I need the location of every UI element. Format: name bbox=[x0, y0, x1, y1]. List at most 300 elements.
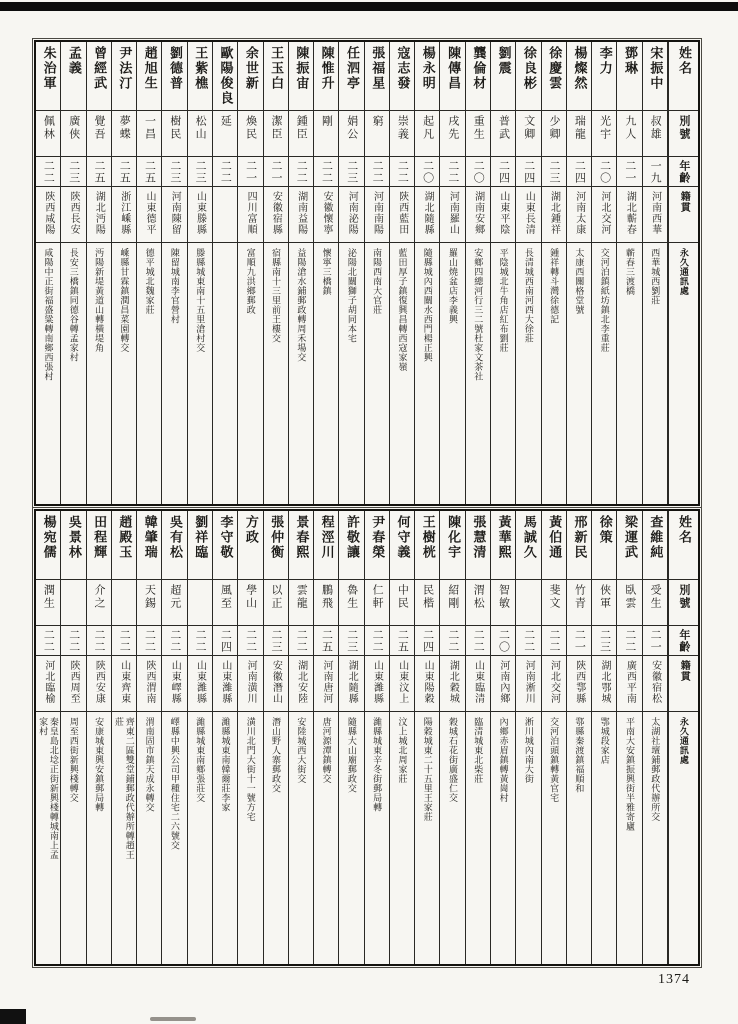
person-column bbox=[440, 42, 465, 504]
person-name bbox=[188, 511, 212, 579]
person-column bbox=[390, 42, 415, 504]
person-native-place bbox=[617, 655, 641, 711]
person-alias-text: 佩林 bbox=[42, 115, 55, 141]
person-name-text: 王紫樵 bbox=[193, 46, 209, 91]
person-native-place bbox=[36, 186, 60, 242]
person-address bbox=[491, 711, 515, 964]
person-name bbox=[264, 42, 288, 110]
header-alias-label: 別號 bbox=[677, 115, 690, 141]
person-alias-text: 覺吾 bbox=[92, 115, 105, 141]
person-age-text: 二一 bbox=[269, 160, 282, 184]
person-native-place-text: 陝西渭南 bbox=[143, 660, 155, 704]
person-name-text: 鄧琳 bbox=[623, 46, 639, 76]
person-native-place-text: 山東齊東 bbox=[118, 660, 130, 704]
person-name bbox=[36, 511, 60, 579]
person-address-text: 德平城北魏家莊 bbox=[144, 248, 155, 315]
person-native-place-text: 河北臨榆 bbox=[42, 660, 54, 704]
person-address bbox=[61, 242, 85, 504]
person-address bbox=[491, 242, 515, 504]
person-native-place-text: 山東臨清 bbox=[472, 660, 484, 704]
person-alias bbox=[491, 579, 515, 625]
person-native-place bbox=[542, 186, 566, 242]
person-native-place-text: 湖南安鄉 bbox=[472, 191, 484, 235]
person-column bbox=[339, 511, 364, 964]
person-native-place bbox=[365, 186, 389, 242]
person-age bbox=[314, 156, 338, 186]
person-name-text: 吳有松 bbox=[167, 515, 183, 560]
person-name-text: 劉德普 bbox=[167, 46, 183, 91]
person-column bbox=[491, 42, 516, 504]
person-native-place bbox=[289, 655, 313, 711]
person-address-text: 嶧縣中興公司甲種住宅二六號交 bbox=[169, 717, 180, 850]
person-alias bbox=[542, 110, 566, 156]
person-native-place bbox=[112, 655, 136, 711]
person-native-place bbox=[516, 186, 540, 242]
person-age bbox=[238, 156, 262, 186]
header-alias bbox=[669, 579, 698, 625]
person-name-text: 查維純 bbox=[648, 515, 664, 560]
person-address bbox=[87, 242, 111, 504]
person-native-place bbox=[491, 186, 515, 242]
person-name bbox=[61, 511, 85, 579]
person-age-text: 二五 bbox=[118, 160, 131, 184]
person-native-place-text: 安徽宿縣 bbox=[270, 191, 282, 235]
person-alias-text: 仁軒 bbox=[371, 584, 384, 610]
person-native-place bbox=[415, 655, 439, 711]
person-native-place-text: 山東平陰 bbox=[497, 191, 509, 235]
person-alias-text: 鵬飛 bbox=[320, 584, 333, 610]
person-name-text: 陳惟升 bbox=[319, 46, 335, 91]
person-name bbox=[188, 42, 212, 110]
person-native-place bbox=[542, 655, 566, 711]
person-age-text: 二四 bbox=[421, 629, 434, 653]
person-column bbox=[415, 42, 440, 504]
person-native-place-text: 湖北隨縣 bbox=[422, 191, 434, 235]
person-age bbox=[440, 156, 464, 186]
person-alias-text: 夢蝶 bbox=[118, 115, 131, 141]
person-alias bbox=[617, 579, 641, 625]
person-native-place bbox=[289, 186, 313, 242]
directory-table-bottom bbox=[34, 509, 700, 966]
person-address bbox=[466, 711, 490, 964]
person-alias-text: 瑞龍 bbox=[573, 115, 586, 141]
row-label-column bbox=[668, 511, 698, 964]
person-address bbox=[440, 242, 464, 504]
person-column bbox=[137, 511, 162, 964]
person-age bbox=[238, 625, 262, 655]
person-address bbox=[137, 242, 161, 504]
person-native-place bbox=[567, 186, 591, 242]
person-native-place-text: 河南陳留 bbox=[169, 191, 181, 235]
person-native-place bbox=[264, 186, 288, 242]
person-alias-text: 介之 bbox=[92, 584, 105, 610]
person-address-text: 周至西街新興棧轉交 bbox=[68, 717, 79, 803]
person-age-text: 二四 bbox=[497, 160, 510, 184]
person-alias-text: 智敏 bbox=[497, 584, 510, 610]
person-name bbox=[314, 511, 338, 579]
person-name-text: 尹法汀 bbox=[117, 46, 133, 91]
header-age-label: 年齡 bbox=[677, 160, 690, 184]
person-address-text: 藍田厚子鎮復興昌轉西寇家嶺 bbox=[397, 248, 408, 372]
person-age-text: 二二 bbox=[92, 629, 105, 653]
person-name bbox=[567, 511, 591, 579]
person-alias-text: 魯生 bbox=[345, 584, 358, 610]
person-column bbox=[542, 42, 567, 504]
header-name bbox=[669, 511, 698, 579]
person-name bbox=[339, 42, 363, 110]
person-address-text: 宿縣南十三里前王樓交 bbox=[271, 248, 282, 343]
person-alias bbox=[112, 579, 136, 625]
person-age bbox=[567, 156, 591, 186]
person-name-text: 歐陽俊良 bbox=[218, 46, 234, 106]
person-age bbox=[61, 156, 85, 186]
person-native-place bbox=[592, 186, 616, 242]
person-alias-text: 竹青 bbox=[573, 584, 586, 610]
person-native-place bbox=[643, 655, 667, 711]
person-native-place-text: 湖北穀城 bbox=[447, 660, 459, 704]
person-name-text: 張福星 bbox=[370, 46, 386, 91]
person-name-text: 張慧清 bbox=[471, 515, 487, 560]
person-name-text: 曾經武 bbox=[92, 46, 108, 91]
person-age bbox=[289, 156, 313, 186]
person-column bbox=[390, 511, 415, 964]
person-column bbox=[61, 511, 86, 964]
person-age-text: 二三 bbox=[548, 160, 561, 184]
header-age bbox=[669, 156, 698, 186]
person-column bbox=[162, 42, 187, 504]
person-name bbox=[491, 511, 515, 579]
person-alias bbox=[289, 579, 313, 625]
person-alias bbox=[264, 110, 288, 156]
person-native-place-text: 河南潢川 bbox=[245, 660, 257, 704]
person-address bbox=[238, 242, 262, 504]
person-native-place bbox=[516, 655, 540, 711]
person-address bbox=[390, 711, 414, 964]
person-alias bbox=[567, 110, 591, 156]
person-native-place bbox=[188, 655, 212, 711]
person-alias bbox=[643, 579, 667, 625]
person-native-place bbox=[112, 186, 136, 242]
person-age-text: 一九 bbox=[649, 160, 662, 184]
person-address bbox=[87, 711, 111, 964]
person-native-place-text: 河北交河 bbox=[548, 660, 560, 704]
person-address-text: 秦皇島北埝正街新興棧轉城南上孟家村 bbox=[38, 717, 59, 860]
person-age-text: 二二 bbox=[472, 629, 485, 653]
person-name bbox=[516, 42, 540, 110]
person-name-text: 馬誠久 bbox=[521, 515, 537, 560]
person-address bbox=[617, 242, 641, 504]
person-alias bbox=[36, 579, 60, 625]
scan-top-edge-mark bbox=[0, 2, 738, 11]
person-age-text: 二三 bbox=[345, 629, 358, 653]
person-address bbox=[339, 242, 363, 504]
person-column bbox=[542, 511, 567, 964]
person-age-text: 二二 bbox=[295, 629, 308, 653]
person-alias bbox=[213, 579, 237, 625]
person-alias-text: 以正 bbox=[269, 584, 282, 610]
person-address-text: 潢川北門大街十一號方宅 bbox=[245, 717, 256, 822]
person-age-text: 二〇 bbox=[472, 160, 485, 184]
person-alias bbox=[440, 579, 464, 625]
person-name-text: 趙殿玉 bbox=[117, 515, 133, 560]
person-native-place bbox=[137, 186, 161, 242]
person-address bbox=[112, 711, 136, 964]
person-column bbox=[112, 511, 137, 964]
person-name bbox=[339, 511, 363, 579]
person-native-place-text: 河南泌陽 bbox=[346, 191, 358, 235]
person-address-text: 西華城西劉莊 bbox=[650, 248, 661, 305]
person-address bbox=[188, 242, 212, 504]
person-address-text: 臨清城東北柴莊 bbox=[473, 717, 484, 784]
person-name bbox=[491, 42, 515, 110]
person-name bbox=[440, 42, 464, 110]
person-address-text: 濰縣城東南韓爾莊李家 bbox=[220, 717, 231, 812]
person-alias-text: 樹民 bbox=[168, 115, 181, 141]
person-alias bbox=[339, 110, 363, 156]
person-name-text: 徐慶雲 bbox=[547, 46, 563, 91]
scan-smudge bbox=[150, 1017, 196, 1021]
person-address-text: 安鄉四總河行三二號杜家文茶社 bbox=[473, 248, 484, 381]
person-column bbox=[440, 511, 465, 964]
person-address bbox=[314, 242, 338, 504]
person-name bbox=[542, 511, 566, 579]
person-alias bbox=[567, 579, 591, 625]
header-native-place bbox=[669, 655, 698, 711]
person-native-place-text: 山東嶧縣 bbox=[169, 660, 181, 704]
person-age bbox=[516, 625, 540, 655]
person-name-text: 程涇川 bbox=[319, 515, 335, 560]
person-alias-text: 叔雄 bbox=[649, 115, 662, 141]
person-native-place-text: 山東滕縣 bbox=[194, 191, 206, 235]
person-age bbox=[491, 156, 515, 186]
person-native-place-text: 安徽潛山 bbox=[270, 660, 282, 704]
person-column bbox=[466, 42, 491, 504]
person-column bbox=[87, 511, 112, 964]
person-alias-text: 廣俠 bbox=[67, 115, 80, 141]
person-name bbox=[365, 511, 389, 579]
person-native-place bbox=[162, 655, 186, 711]
header-alias-label: 別號 bbox=[677, 584, 690, 610]
person-address-text: 陽穀城東二十五里王家莊 bbox=[422, 717, 433, 822]
person-alias bbox=[36, 110, 60, 156]
page-number: 1374 bbox=[658, 972, 690, 987]
person-native-place bbox=[415, 186, 439, 242]
person-native-place bbox=[188, 186, 212, 242]
person-age-text: 二五 bbox=[143, 160, 156, 184]
person-name bbox=[162, 42, 186, 110]
person-alias bbox=[466, 110, 490, 156]
person-column bbox=[188, 511, 213, 964]
person-alias bbox=[592, 579, 616, 625]
person-name-text: 田程輝 bbox=[92, 515, 108, 560]
person-address-text: 隨縣城內西關水西門楊正興 bbox=[422, 248, 433, 362]
person-column bbox=[415, 511, 440, 964]
person-address bbox=[440, 711, 464, 964]
person-address bbox=[162, 242, 186, 504]
person-native-place-text: 安徽懷寧 bbox=[320, 191, 332, 235]
person-name bbox=[617, 42, 641, 110]
person-column bbox=[238, 42, 263, 504]
person-address bbox=[289, 242, 313, 504]
person-address bbox=[264, 242, 288, 504]
person-age-text: 二四 bbox=[573, 160, 586, 184]
person-age bbox=[339, 625, 363, 655]
person-alias-text: 煥民 bbox=[244, 115, 257, 141]
person-age bbox=[112, 625, 136, 655]
person-age bbox=[617, 156, 641, 186]
person-address-text: 安陸城西大街交 bbox=[296, 717, 307, 784]
person-name bbox=[36, 42, 60, 110]
person-alias bbox=[466, 579, 490, 625]
person-alias bbox=[542, 579, 566, 625]
person-age-text: 二二 bbox=[522, 629, 535, 653]
person-name-text: 趙旭生 bbox=[142, 46, 158, 91]
person-address bbox=[643, 242, 667, 504]
person-column bbox=[238, 511, 263, 964]
person-name bbox=[289, 42, 313, 110]
person-age-text: 二二 bbox=[67, 629, 80, 653]
person-name bbox=[137, 42, 161, 110]
person-address-text: 太湖社壇鋪郵政代辦所交 bbox=[650, 717, 661, 822]
person-native-place bbox=[440, 655, 464, 711]
person-address-text: 太康西關格堂號 bbox=[574, 248, 585, 315]
person-address bbox=[567, 242, 591, 504]
person-name-text: 方政 bbox=[243, 515, 259, 545]
person-native-place bbox=[238, 186, 262, 242]
person-alias bbox=[643, 110, 667, 156]
person-column bbox=[643, 511, 668, 964]
person-age bbox=[87, 156, 111, 186]
header-address bbox=[669, 711, 698, 964]
person-address-text: 淅川城內南大街 bbox=[523, 717, 534, 784]
person-name bbox=[592, 42, 616, 110]
person-age-text: 二三 bbox=[269, 629, 282, 653]
person-name bbox=[162, 511, 186, 579]
person-name-text: 張仲衡 bbox=[269, 515, 285, 560]
person-column bbox=[314, 42, 339, 504]
person-column bbox=[643, 42, 668, 504]
person-native-place-text: 河南西華 bbox=[649, 191, 661, 235]
person-native-place bbox=[567, 655, 591, 711]
person-column bbox=[112, 42, 137, 504]
person-column bbox=[264, 511, 289, 964]
person-alias-text: 崇義 bbox=[396, 115, 409, 141]
person-age bbox=[643, 625, 667, 655]
person-address bbox=[592, 242, 616, 504]
person-alias bbox=[339, 579, 363, 625]
person-name-text: 黃華熙 bbox=[496, 515, 512, 560]
person-native-place bbox=[390, 186, 414, 242]
person-age bbox=[617, 625, 641, 655]
person-native-place bbox=[213, 655, 237, 711]
person-name bbox=[466, 511, 490, 579]
person-name-text: 尹春榮 bbox=[370, 515, 386, 560]
person-column bbox=[289, 511, 314, 964]
person-age bbox=[61, 625, 85, 655]
person-age-text: 二五 bbox=[396, 629, 409, 653]
person-address-text: 滕縣城東南十五里滄村交 bbox=[195, 248, 206, 353]
person-address bbox=[314, 711, 338, 964]
person-alias-text: 中民 bbox=[396, 584, 409, 610]
person-alias-text: 光宇 bbox=[598, 115, 611, 141]
person-alias-text: 風至 bbox=[219, 584, 232, 610]
person-native-place bbox=[264, 655, 288, 711]
person-address bbox=[415, 242, 439, 504]
person-age bbox=[314, 625, 338, 655]
person-native-place-text: 山東長清 bbox=[523, 191, 535, 235]
row-label-column bbox=[668, 42, 698, 504]
person-name-text: 陳傳昌 bbox=[446, 46, 462, 91]
person-age-text: 二二 bbox=[446, 160, 459, 184]
person-alias-text: 渭松 bbox=[472, 584, 485, 610]
person-address bbox=[365, 242, 389, 504]
person-name bbox=[137, 511, 161, 579]
person-age bbox=[264, 156, 288, 186]
person-name bbox=[213, 511, 237, 579]
person-age-text: 二二 bbox=[396, 160, 409, 184]
header-name-label: 姓名 bbox=[676, 515, 692, 545]
person-name-text: 李力 bbox=[597, 46, 613, 76]
person-age-text: 二三 bbox=[168, 160, 181, 184]
person-age bbox=[466, 625, 490, 655]
person-address-text: 唐河源潭鎮轉交 bbox=[321, 717, 332, 784]
person-age-text: 二二 bbox=[194, 629, 207, 653]
person-address-text: 懷寧三橋鎮 bbox=[321, 248, 332, 296]
person-native-place-text: 山東陽穀 bbox=[422, 660, 434, 704]
person-alias bbox=[162, 579, 186, 625]
person-address-text: 平南大安鎮振興街半雅寄廬 bbox=[624, 717, 635, 831]
person-alias bbox=[112, 110, 136, 156]
person-native-place bbox=[36, 655, 60, 711]
person-alias bbox=[314, 579, 338, 625]
person-address-text: 長清城西南河西大徐莊 bbox=[523, 248, 534, 343]
person-native-place-text: 河南淅川 bbox=[523, 660, 535, 704]
person-age bbox=[87, 625, 111, 655]
person-native-place-text: 湖南益陽 bbox=[295, 191, 307, 235]
person-column bbox=[137, 42, 162, 504]
person-native-place bbox=[440, 186, 464, 242]
person-native-place-text: 河北交河 bbox=[599, 191, 611, 235]
person-address bbox=[643, 711, 667, 964]
person-age-text: 二二 bbox=[219, 160, 232, 184]
person-native-place-text: 陝西長安 bbox=[68, 191, 80, 235]
person-alias-text: 剛 bbox=[320, 115, 333, 128]
person-native-place bbox=[137, 655, 161, 711]
person-name bbox=[643, 511, 667, 579]
person-age bbox=[415, 625, 439, 655]
person-address-text: 羅山燒盆店李義興 bbox=[448, 248, 458, 324]
person-address-text: 穀城石花街廣盛仁交 bbox=[448, 717, 458, 803]
person-age-text: 二三 bbox=[194, 160, 207, 184]
person-native-place bbox=[87, 186, 111, 242]
person-name bbox=[542, 42, 566, 110]
person-address bbox=[36, 242, 60, 504]
person-native-place bbox=[617, 186, 641, 242]
person-native-place bbox=[466, 655, 490, 711]
person-name-text: 陳振宙 bbox=[294, 46, 310, 91]
person-name bbox=[415, 511, 439, 579]
person-age bbox=[188, 156, 212, 186]
person-address-text: 長安三橋鎮同德谷轉孟家村 bbox=[68, 248, 79, 362]
person-name bbox=[643, 42, 667, 110]
person-address-text: 益陽滄水鋪郵政轉周禾場交 bbox=[296, 248, 307, 362]
person-address bbox=[415, 711, 439, 964]
person-native-place-text: 河南羅山 bbox=[447, 191, 459, 235]
person-column bbox=[264, 42, 289, 504]
person-age bbox=[491, 625, 515, 655]
person-name-text: 陳化宇 bbox=[446, 515, 462, 560]
person-alias bbox=[365, 110, 389, 156]
